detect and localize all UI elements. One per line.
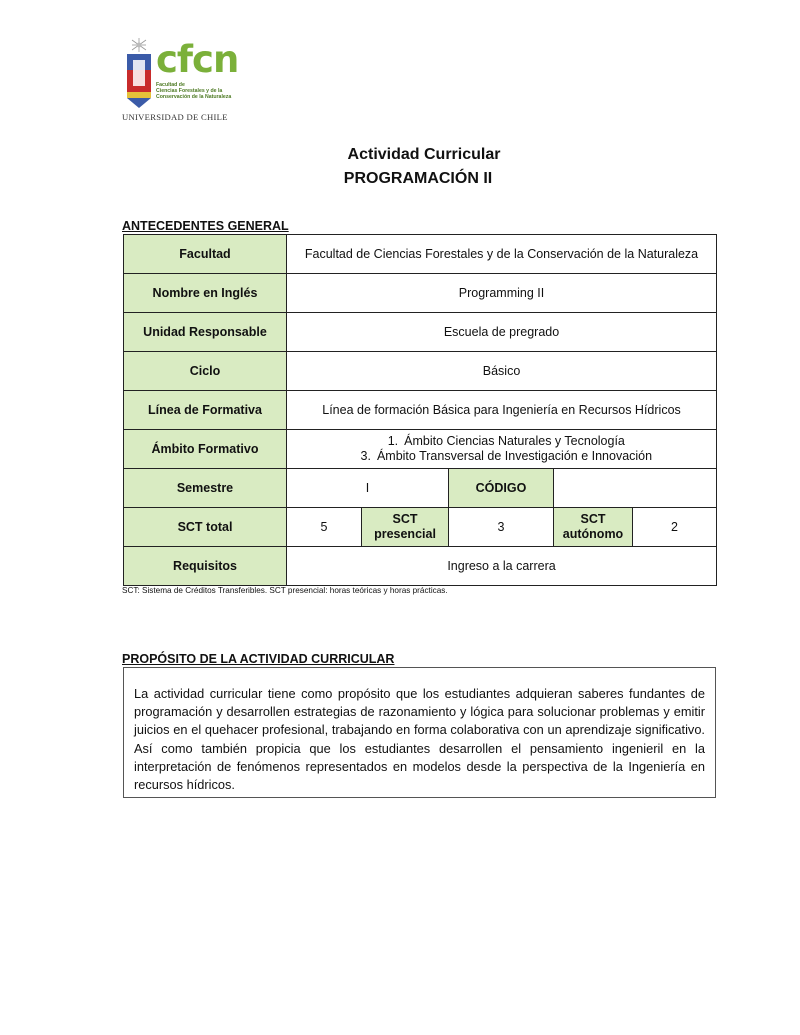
- university-shield-icon: [124, 38, 154, 110]
- purpose-text: La actividad curricular tiene como propósito que los estudiantes adquieran saberes fundantes de programación y desarrollen estrategias de razonamiento y lógica para solucionar problemas y emitir juicios en el quehacer profesional, trabajando en forma colaborativa con un aprendizaje significativo. Así como también propicia que los estudiantes desarrollen el pensamiento ingenieril en la interpretación de fenómenos representados en modelos desde la perspectiva de la Ingeniería en recursos hídricos.: [134, 686, 705, 793]
- sct-autonomo-value: 2: [633, 508, 717, 547]
- unidad-value: Escuela de pregrado: [287, 313, 717, 352]
- list-item: 1. Ámbito Ciencias Naturales y Tecnología: [387, 434, 625, 448]
- table-row: [124, 391, 717, 430]
- sct-autonomo-label: SCT autónomo: [554, 508, 633, 547]
- university-name: UNIVERSIDAD DE CHILE: [122, 112, 228, 122]
- table-row: [124, 352, 717, 391]
- brand-subtitle: Facultad de Ciencias Forestales y de la Conservación de la Naturaleza: [156, 82, 232, 100]
- linea-label: Línea de Formativa: [124, 391, 287, 430]
- table-row: [124, 469, 717, 508]
- table-row: [124, 430, 717, 469]
- sct-presencial-value: 3: [449, 508, 554, 547]
- semestre-value: I: [287, 469, 449, 508]
- sct-presencial-label: SCT presencial: [362, 508, 449, 547]
- antecedentes-heading: ANTECEDENTES GENERAL: [122, 219, 289, 233]
- nombre-ingles-label: Nombre en Inglés: [124, 274, 287, 313]
- ambito-label: Ámbito Formativo: [124, 430, 287, 469]
- list-item: 3. Ámbito Transversal de Investigación e Innovación: [360, 449, 653, 463]
- course-title: PROGRAMACIÓN II: [343, 170, 493, 187]
- linea-value: Línea de formación Básica para Ingeniería en Recursos Hídricos: [287, 391, 717, 430]
- requisitos-value: Ingreso a la carrera: [287, 547, 717, 586]
- semestre-label: Semestre: [124, 469, 287, 508]
- purpose-box: [123, 667, 716, 798]
- table-row: [124, 313, 717, 352]
- table-row: [124, 547, 717, 586]
- sct-footnote: SCT: Sistema de Créditos Transferibles. SCT presencial: horas teóricas y horas prácticas.: [122, 586, 448, 595]
- antecedentes-table: [123, 234, 717, 586]
- nombre-ingles-value: Programming II: [287, 274, 717, 313]
- codigo-label: CÓDIGO: [449, 469, 554, 508]
- ambito-list: [287, 430, 717, 469]
- ciclo-label: Ciclo: [124, 352, 287, 391]
- facultad-label: Facultad: [124, 235, 287, 274]
- sct-total-value: 5: [287, 508, 362, 547]
- sct-total-label: SCT total: [124, 508, 287, 547]
- purpose-heading: PROPÓSITO DE LA ACTIVIDAD CURRICULAR: [122, 652, 395, 666]
- requisitos-label: Requisitos: [124, 547, 287, 586]
- codigo-value: [554, 469, 717, 508]
- facultad-value: Facultad de Ciencias Forestales y de la Conservación de la Naturaleza: [287, 235, 717, 274]
- document-title: Actividad Curricular: [347, 146, 501, 163]
- table-row: [124, 235, 717, 274]
- unidad-label: Unidad Responsable: [124, 313, 287, 352]
- brand-name: cfcn: [156, 38, 239, 81]
- ciclo-value: Básico: [287, 352, 717, 391]
- table-row: [124, 508, 717, 547]
- table-row: [124, 274, 717, 313]
- university-logo: [122, 38, 239, 124]
